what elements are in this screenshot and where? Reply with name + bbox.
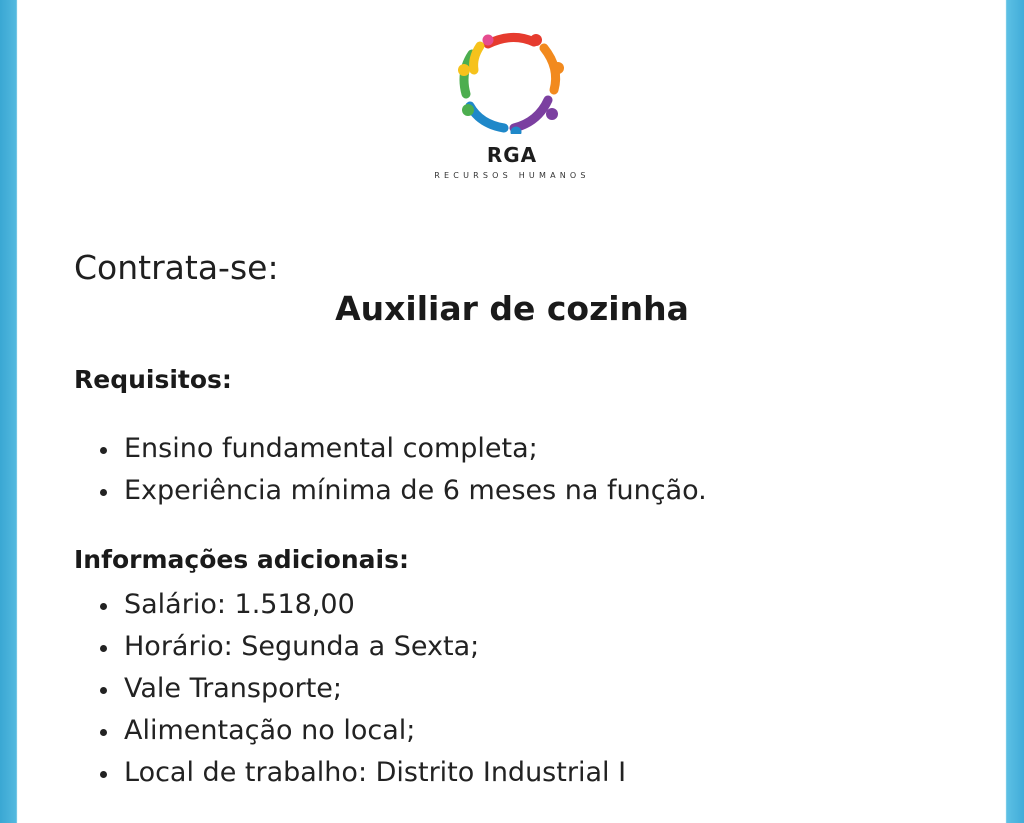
list-item: Local de trabalho: Distrito Industrial I — [98, 752, 626, 794]
list-item: Alimentação no local; — [98, 710, 626, 752]
additional-info-heading: Informações adicionais: — [74, 545, 409, 574]
list-item: Vale Transporte; — [98, 668, 626, 710]
list-item: Horário: Segunda a Sexta; — [98, 626, 626, 668]
list-item: Experiência mínima de 6 meses na função. — [98, 470, 707, 512]
job-title: Auxiliar de cozinha — [335, 289, 689, 328]
brand-subtitle: RECURSOS HUMANOS — [434, 171, 590, 180]
list-item: Ensino fundamental completa; — [98, 428, 707, 470]
requirements-heading: Requisitos: — [74, 365, 232, 394]
rga-logo-icon — [458, 30, 566, 134]
list-item: Salário: 1.518,00 — [98, 584, 626, 626]
requirements-list — [98, 428, 707, 512]
additional-info-list — [98, 584, 626, 794]
hiring-lead-text: Contrata-se: — [74, 248, 279, 287]
brand-name: RGA — [486, 143, 538, 167]
